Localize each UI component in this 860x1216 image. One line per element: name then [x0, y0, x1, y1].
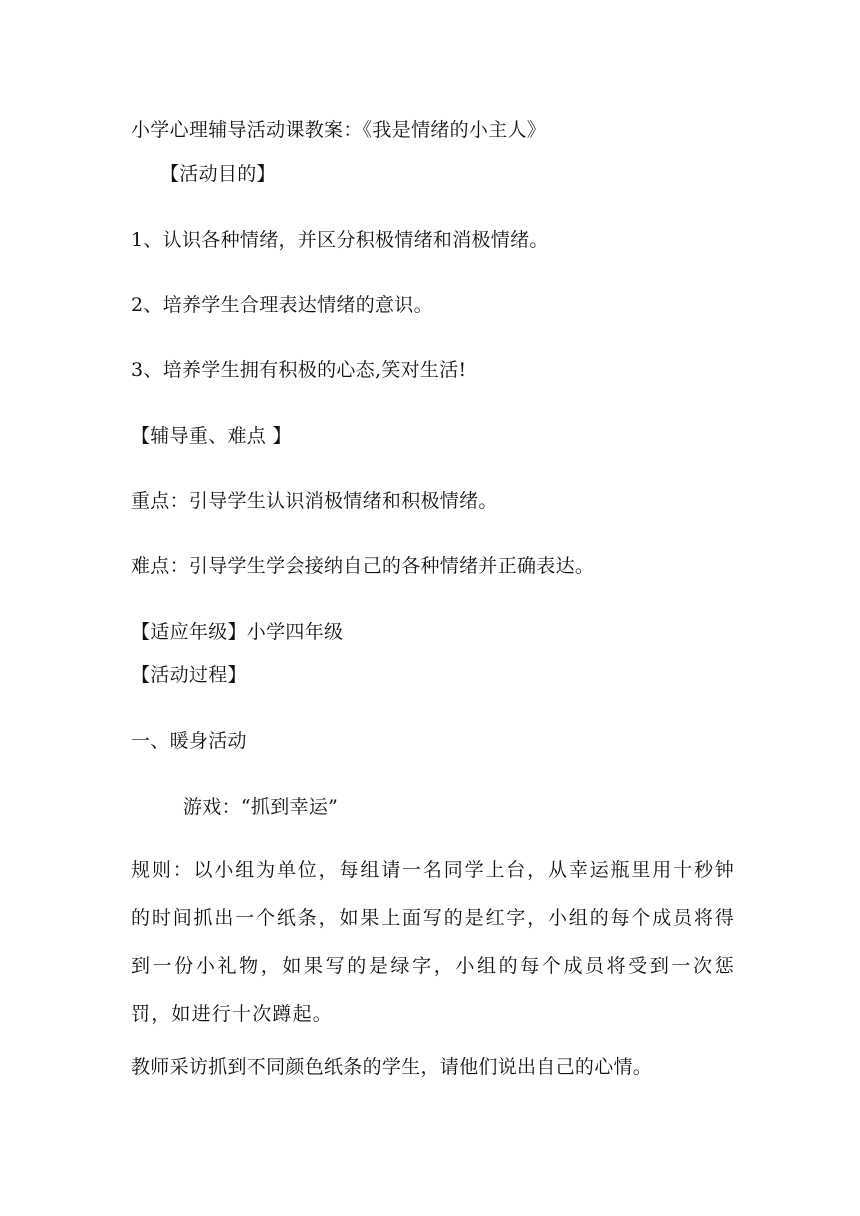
grade-text: 【适应年级】小学四年级 — [131, 621, 344, 643]
purpose-heading: 【活动目的】 — [160, 163, 276, 185]
step1-heading: 一、暖身活动 — [131, 730, 247, 752]
difficulty-text: 难点：引导学生学会接纳自己的各种情绪并正确表达。 — [131, 555, 595, 577]
purpose-item: 3、培养学生拥有积极的心态,笑对生活! — [131, 359, 467, 381]
document-title: 小学心理辅导活动课教案：《我是情绪的小主人》 — [131, 119, 547, 141]
keypoints-heading: 【辅导重、难点 】 — [131, 425, 292, 447]
rules-paragraph: 规则：以小组为单位，每组请一名同学上台，从幸运瓶里用十秒钟的时间抓出一个纸条，如果上面写的是红字，小组的每个成员将得到一份小礼物，如果写的是绿字，小组的每个成员将受到一次惩罚，如进行十次蹲起。 — [131, 859, 735, 1025]
purpose-item: 2、培养学生合理表达情绪的意识。 — [131, 294, 433, 316]
purpose-item: 1、认识各种情绪，并区分积极情绪和消极情绪。 — [131, 229, 549, 251]
game-title: 游戏：“抓到幸运” — [183, 796, 339, 818]
process-heading: 【活动过程】 — [131, 664, 247, 686]
interview-text: 教师采访抓到不同颜色纸条的学生，请他们说出自己的心情。 — [131, 1056, 653, 1078]
keypoint-text: 重点：引导学生认识消极情绪和积极情绪。 — [131, 490, 498, 512]
